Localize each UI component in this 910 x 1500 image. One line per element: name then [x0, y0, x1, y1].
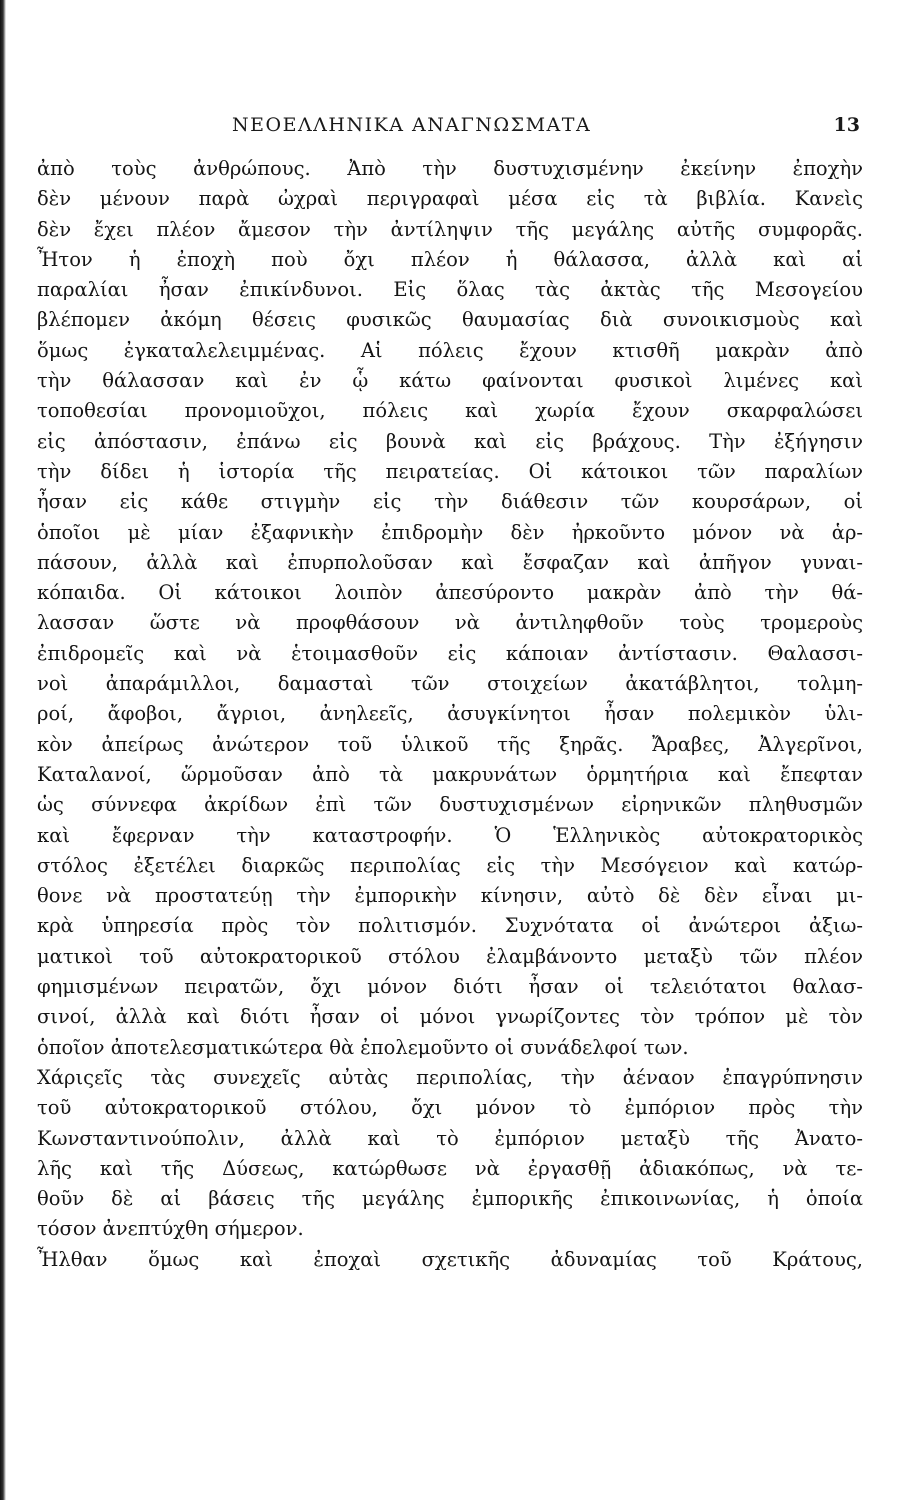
text-line: θοῦν δὲ αἱ βάσεις τῆς μεγάλης ἐμπορικῆς ἐπικοινωνίας, ἡ ὁποία	[37, 1187, 863, 1211]
text-line: Χάριςεῖς τὰς συνεχεῖς αὐτὰς περιπολίας, τὴν ἀέναον ἐπαγρύπνησιν	[37, 1065, 863, 1089]
text-line: τὴν δίδει ἡ ἱστορία τῆς πειρατείας. Οἱ κάτοικοι τῶν παραλίων	[37, 459, 863, 483]
text-line: ἐπιδρομεῖς καὶ νὰ ἑτοιμασθοῦν εἰς κάποιαν ἀντίστασιν. Θαλασσι-	[37, 641, 863, 665]
text-line: καὶ ἔφερναν τὴν καταστροφήν. Ὁ Ἑλληνικὸς αὐτοκρατορικὸς	[37, 823, 863, 847]
text-line: πάσουν, ἀλλὰ καὶ ἐπυρπολοῦσαν καὶ ἔσφαζαν καὶ ἀπῆγον γυναι-	[37, 550, 863, 574]
text-line: κόπαιδα. Οἱ κάτοικοι λοιπὸν ἀπεσύροντο μακρὰν ἀπὸ τὴν θά-	[37, 581, 863, 605]
text-line: εἰς ἀπόστασιν, ἐπάνω εἰς βουνὰ καὶ εἰς βράχους. Τὴν ἐξήγησιν	[37, 429, 863, 453]
text-line: ματικοὶ τοῦ αὐτοκρατορικοῦ στόλου ἐλαμβάνοντο μεταξὺ τῶν πλέον	[37, 944, 863, 968]
text-line: τοῦ αὐτοκρατορικοῦ στόλου, ὄχι μόνον τὸ ἐμπόριον πρὸς τὴν	[37, 1096, 863, 1120]
text-line: Καταλανοί, ὥρμοῦσαν ἀπὸ τὰ μακρυνάτων ὁρμητήρια καὶ ἔπεφταν	[37, 762, 863, 786]
text-line: ὁποῖοι μὲ μίαν ἐξαφνικὴν ἐπιδρομὴν δὲν ἠρκοῦντο μόνον νὰ ἁρ-	[37, 520, 863, 544]
running-title: ΝΕΟΕΛΛΗΝΙΚΑ ΑΝΑΓΝΩΣΜΑΤΑ	[232, 114, 592, 136]
text-line: ὡς σύννεφα ἀκρίδων ἐπὶ τῶν δυστυχισμένων εἰρηνικῶν πληθυσμῶν	[37, 793, 863, 817]
body-text	[37, 154, 863, 1275]
page-header	[40, 114, 860, 138]
text-line: σινοί, ἀλλὰ καὶ διότι ἦσαν οἱ μόνοι γνωρίζοντες τὸν τρόπον μὲ τὸν	[37, 1005, 863, 1029]
text-line: κρὰ ὑπηρεσία πρὸς τὸν πολιτισμόν. Συχνότατα οἱ ἀνώτεροι ἀξιω-	[37, 914, 863, 938]
text-line: κὸν ἀπείρως ἀνώτερον τοῦ ὑλικοῦ τῆς ξηρᾶς. Ἄραβες, Ἀλγερῖνοι,	[37, 732, 863, 756]
text-line: λῆς καὶ τῆς Δύσεως, κατώρθωσε νὰ ἐργασθῇ ἀδιακόπως, νὰ τε-	[37, 1156, 863, 1180]
page-number: 13	[833, 114, 860, 136]
text-line: ροί, ἄφοβοι, ἄγριοι, ἀνηλεεῖς, ἀσυγκίνητοι ἦσαν πολεμικὸν ὑλι-	[37, 702, 863, 726]
text-line: δὲν ἔχει πλέον ἄμεσον τὴν ἀντίληψιν τῆς μεγάλης αὐτῆς συμφορᾶς.	[37, 217, 863, 241]
text-line: Κωνσταντινούπολιν, ἀλλὰ καὶ τὸ ἐμπόριον μεταξὺ τῆς Ἀνατο-	[37, 1126, 863, 1150]
text-line: τοποθεσίαι προνομιοῦχοι, πόλεις καὶ χωρία ἔχουν σκαρφαλώσει	[37, 399, 863, 423]
text-line: Ἦτον ἡ ἐποχὴ ποὺ ὄχι πλέον ἡ θάλασσα, ἀλλὰ καὶ αἱ	[37, 247, 863, 271]
text-line: θονε νὰ προστατεύῃ τὴν ἐμπορικὴν κίνησιν, αὐτὸ δὲ δὲν εἶναι μι-	[37, 884, 863, 908]
text-line: ὅμως ἐγκαταλελειμμένας. Αἱ πόλεις ἔχουν κτισθῆ μακρὰν ἀπὸ	[37, 338, 863, 362]
text-line: στόλος ἐξετέλει διαρκῶς περιπολίας εἰς τὴν Μεσόγειον καὶ κατώρ-	[37, 853, 863, 877]
page-edge-shadow	[0, 0, 6, 1500]
text-line: βλέπομεν ἀκόμη θέσεις φυσικῶς θαυμασίας διὰ συνοικισμοὺς καὶ	[37, 308, 863, 332]
text-line: ἦσαν εἰς κάθε στιγμὴν εἰς τὴν διάθεσιν τῶν κουρσάρων, οἱ	[37, 490, 863, 514]
text-line: φημισμένων πειρατῶν, ὄχι μόνον διότι ἦσαν οἱ τελειότατοι θαλασ-	[37, 975, 863, 999]
text-line: παραλίαι ἦσαν ἐπικίνδυνοι. Εἰς ὅλας τὰς ἀκτὰς τῆς Μεσογείου	[37, 278, 863, 302]
text-line: ἀπὸ τοὺς ἀνθρώπους. Ἀπὸ τὴν δυστυχισμένην ἐκείνην ἐποχὴν	[37, 157, 863, 180]
text-line: τόσον ἀνεπτύχθη σήμερον.	[37, 1217, 304, 1241]
text-line: λασσαν ὥστε νὰ προφθάσουν νὰ ἀντιληφθοῦν τοὺς τρομεροὺς	[37, 611, 863, 635]
text-line: νοὶ ἀπαράμιλλοι, δαμασταὶ τῶν στοιχείων ἀκατάβλητοι, τολμη-	[37, 672, 863, 696]
text-line: ὁποῖον ἀποτελεσματικώτερα θὰ ἐπολεμοῦντο οἱ συνάδελφοί των.	[37, 1035, 689, 1059]
text-line: δὲν μένουν παρὰ ὠχραὶ περιγραφαὶ μέσα εἰς τὰ βιβλία. Κανεὶς	[37, 187, 863, 211]
text-line: τὴν θάλασσαν καὶ ἐν ᾧ κάτω φαίνονται φυσικοὶ λιμένες καὶ	[37, 369, 863, 393]
text-line: Ἦλθαν ὅμως καὶ ἐποχαὶ σχετικῆς ἀδυναμίας τοῦ Κράτους,	[37, 1247, 863, 1271]
